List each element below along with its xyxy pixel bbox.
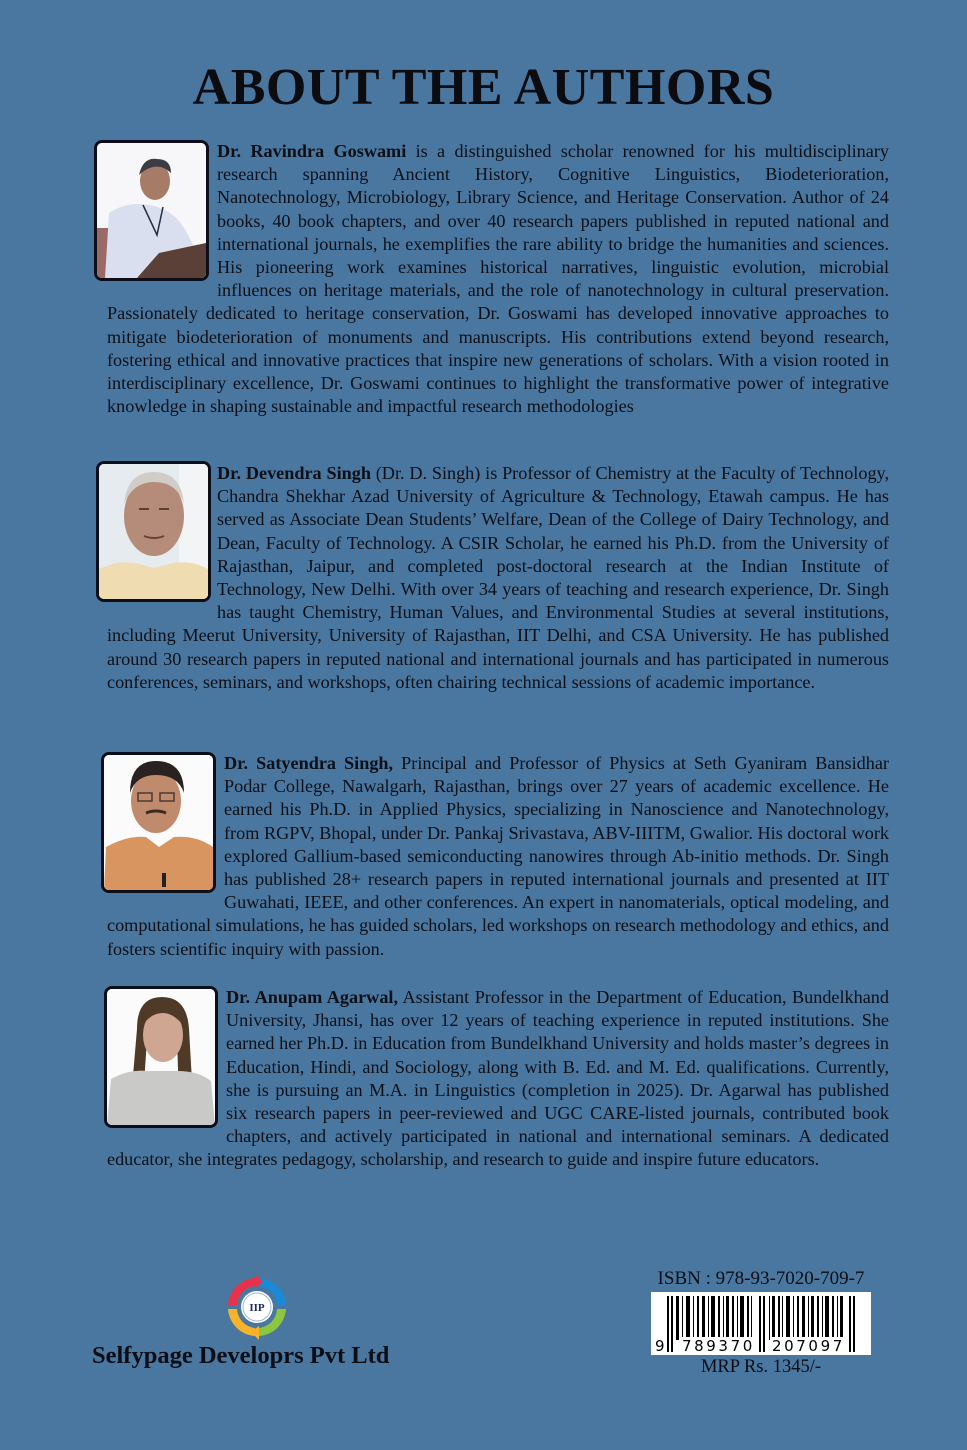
author-bio-4 (107, 986, 889, 1172)
publisher-name: Selfypage Developrs Pvt Ltd (92, 1342, 390, 1369)
author-bio-text-2: (Dr. D. Singh) is Professor of Chemistry at the Faculty of Technology, Chandra Shekhar Azad University of Agriculture & Technology, Etawah campus. He has served as Associate Dean Students’ Welfare, Dean of the College of Dairy Technology, and Dean, Faculty of Technology. A CSIR Scholar, he earned his Ph.D. from the University of Rajasthan, Jaipur, and completed post-doctoral research at the Indian Institute of Technology, New Delhi. With over 34 years of teaching and research experience, Dr. Singh has taught Chemistry, Human Values, and Environmental Studies at several institutions, including Meerut University, University of Rajasthan, IIT Delhi, and CSA University. He has published around 30 research papers in reputed national and international journals and has participated in numerous conferences, seminars, and workshops, often chairing technical sessions of academic importance. (107, 463, 889, 692)
barcode-digits: 9 789370 207097 (655, 1337, 845, 1355)
author-photo-3 (101, 752, 216, 893)
portrait-man-icon (97, 143, 206, 278)
author-bio-2 (107, 462, 889, 694)
page-title: ABOUT THE AUTHORS (192, 59, 775, 116)
portrait-man-icon (104, 755, 213, 890)
author-photo-4 (104, 986, 218, 1128)
author-bio-3 (107, 752, 889, 961)
portrait-man-icon (99, 464, 208, 599)
author-photo-1 (94, 140, 209, 281)
mrp-price: MRP Rs. 1345/- (700, 1357, 822, 1377)
author-bio-text-1: is a distinguished scholar renowned for his multidisciplinary research spanning Ancient History, Cognitive Linguistics, Biodeterioration, Nanotechnology, Microbiology, Library Science, and Heritage Conservation. Author of 24 books, 40 book chapters, and over 40 research papers published in reputed national and international journals, he exemplifies the rare ability to bridge the humanities and sciences. His pioneering work examines historical narratives, linguistic evolution, microbial influences on heritage materials, and the role of nanotechnology in cultural preservation. Passionately dedicated to heritage conservation, Dr. Goswami has developed innovative approaches to mitigate biodeterioration of monuments and manuscripts. His contributions extend beyond research, fostering ethical and innovative practices that inspire new generations of scholars. With a vision rooted in interdisciplinary excellence, Dr. Goswami continues to highlight the transformative power of integrative knowledge in shaping sustainable and impactful research methodologies (107, 141, 890, 417)
author-name-4: Dr. Anupam Agarwal, (226, 987, 399, 1007)
author-bio-1 (107, 140, 889, 418)
circular-arrows-globe-logo-icon (223, 1274, 291, 1340)
portrait-woman-icon (107, 989, 215, 1125)
author-bio-text-3: Principal and Professor of Physics at Seth Gyaniram Bansidhar Podar College, Nawalgarh, Rajasthan, brings over 27 years of academic excellence. He earned his Ph.D. in Applied Physics, specializing in Nanoscience and Nanotechnology, from RGPV, Bhopal, under Dr. Pankaj Srivastava, ABV-IIITM, Gwalior. His doctoral work explored Gallium-based semiconducting nanowires through Ab-initio methods. Dr. Singh has published 28+ research papers in reputed international journals and presented at IIT Guwahati, IEEE, and other conferences. An expert in nanomaterials, optical modeling, and computational simulations, he has guided scholars, led workshops on research methodology and ethics, and fosters scientific inquiry with passion. (107, 753, 889, 959)
author-bio-text-4: Assistant Professor in the Department of Education, Bundelkhand University, Jhansi, has over 12 years of teaching experience in reputed institutions. She earned her Ph.D. in Education from Bundelkhand University and holds master’s degrees in Education, Hindi, and Sociology, along with B. Ed. and M. Ed. qualifications. Currently, she is pursuing an M.A. in Linguistics (completion in 2025). Dr. Agarwal has published six research papers in peer-reviewed and UGC CARE-listed journals, contributed book chapters, and actively participated in national and international seminars. A dedicated educator, she integrates pedagogy, scholarship, and research to guide and inspire future educators. (107, 987, 889, 1170)
author-name-1: Dr. Ravindra Goswami (217, 141, 407, 161)
isbn-label: ISBN : 978-93-7020-709-7 (657, 1268, 865, 1289)
barcode (651, 1292, 871, 1355)
author-name-2: Dr. Devendra Singh (217, 463, 371, 483)
svg-text:IIP: IIP (249, 1302, 265, 1314)
author-name-3: Dr. Satyendra Singh, (224, 753, 394, 773)
isbn-block (648, 1268, 874, 1378)
author-photo-2 (96, 461, 211, 602)
